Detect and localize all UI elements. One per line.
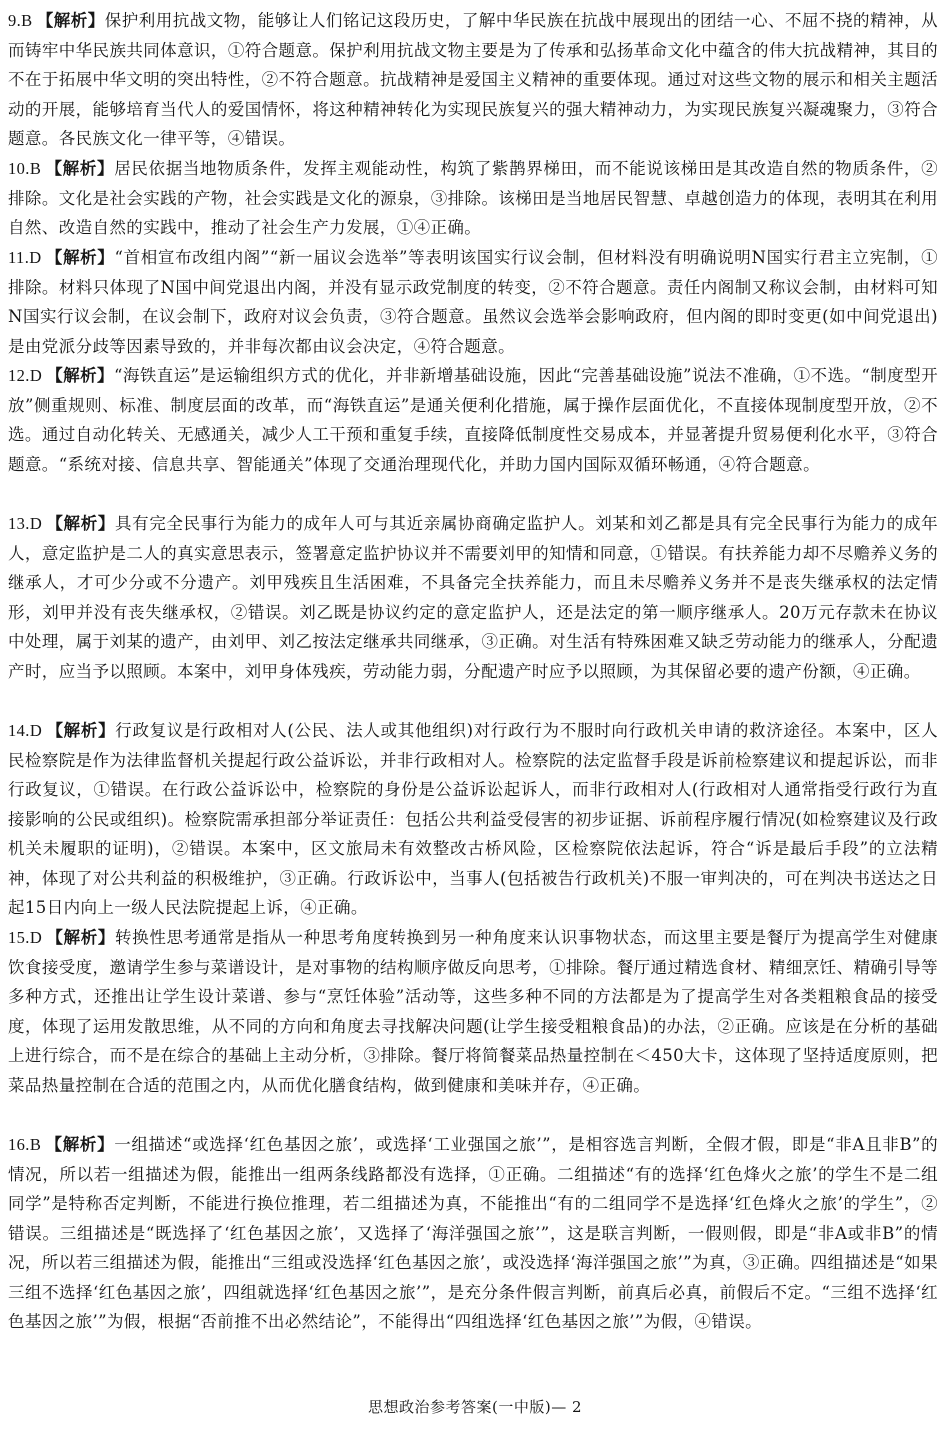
analysis-tag: 【解析】 [46, 514, 116, 533]
page-footer: 思想政治参考答案(一中版)— 2 [367, 1398, 583, 1416]
answer-number: 9.B [8, 11, 33, 30]
answer-number: 16.B [8, 1135, 42, 1154]
answer-text: 居民依据当地物质条件，发挥主观能动性，构筑了紫鹊界梯田，而不能说该梯田是其改造自然的物质条件，②排除。文化是社会实践的产物，社会实践是文化的源泉，③排除。该梯田是当地居民智慧、卓越创造力的体现，表明其在利用自然、改造自然的实践中，推动了社会生产力发展，①④正确。 [8, 159, 938, 237]
answer-item-15 [8, 923, 938, 1130]
answer-text: “首相宣布改组内阁”“新一届议会选举”等表明该国实行议会制，但材料没有明确说明N国实行君主立宪制，①排除。材料只体现了N国中间党退出内阁，并没有显示政党制度的转变，②不符合题意。责任内阁制又称议会制，由材料可知N国实行议会制，在议会制下，政府对议会负责，③符合题意。虽然议会选举会影响政府，但内阁的即时变更(如中间党退出)是由党派分歧等因素导致的，并非每次都由议会决定，④符合题意。 [8, 248, 938, 356]
answer-number: 15.D [8, 928, 43, 947]
analysis-tag: 【解析】 [46, 366, 114, 385]
answer-number: 12.D [8, 366, 43, 385]
answer-item-16 [8, 1130, 938, 1366]
analysis-tag: 【解析】 [45, 248, 115, 267]
answer-item-10 [8, 154, 938, 243]
answer-number: 13.D [8, 514, 43, 533]
answer-item-11 [8, 243, 938, 361]
analysis-tag: 【解析】 [46, 928, 116, 947]
answer-item-14 [8, 716, 938, 923]
answer-item-12 [8, 361, 938, 509]
answer-number: 10.B [8, 159, 42, 178]
answer-text: 转换性思考通常是指从一种思考角度转换到另一种角度来认识事物状态，而这里主要是餐厅为提高学生对健康饮食接受度，邀请学生参与菜谱设计，是对事物的结构顺序做反向思考，①排除。餐厅通过精选食材、精细烹饪、精确引导等多种方式，还推出让学生设计菜谱、参与“烹饪体验”活动等，这些多种不同的方法都是为了提高学生对各类粗粮食品的接受度，体现了运用发散思维，从不同的方向和角度去寻找解决问题(让学生接受粗粮食品)的办法，②正确。应该是在分析的基础上进行综合，而不是在综合的基础上主动分析，③排除。餐厅将简餐菜品热量控制在＜450大卡，这体现了坚持适度原则，把菜品热量控制在合适的范围之内，从而优化膳食结构，做到健康和美味并存，④正确。 [8, 928, 938, 1095]
answer-item-9 [8, 6, 938, 154]
analysis-tag: 【解析】 [45, 1135, 115, 1154]
answer-text: 具有完全民事行为能力的成年人可与其近亲属协商确定监护人。刘某和刘乙都是具有完全民事行为能力的成年人，意定监护是二人的真实意思表示，签署意定监护协议并不需要刘甲的知情和同意，①错误。有扶养能力却不尽赡养义务的继承人，才可少分或不分遗产。刘甲残疾且生活困难，不具备完全扶养能力，而且未尽赡养义务并不是丧失继承权的法定情形，刘甲并没有丧失继承权，②错误。刘乙既是协议约定的意定监护人，还是法定的第一顺序继承人。20万元存款未在协议中处理，属于刘某的遗产，由刘甲、刘乙按法定继承共同继承，③正确。对生活有特殊困难又缺乏劳动能力的继承人，分配遗产时，应当予以照顾。本案中，刘甲身体残疾，劳动能力弱，分配遗产时应予以照顾，为其保留必要的遗产份额，④正确。 [8, 514, 938, 681]
analysis-tag: 【解析】 [45, 159, 115, 178]
answer-text: 一组描述“或选择‘红色基因之旅’，或选择‘工业强国之旅’”，是相容选言判断，全假才假，即是“非A且非B”的情况，所以若一组描述为假，能推出一组两条线路都没有选择，①正确。二组描述“有的选择‘红色烽火之旅’的学生不是二组同学”是特称否定判断，不能进行换位推理，若二组描述为真，不能推出“有的二组同学不是选择‘红色烽火之旅’的学生”，②错误。三组描述是“既选择了‘红色基因之旅’，又选择了‘海洋强国之旅’”，这是联言判断，一假则假，即是“非A或非B”的情况，所以若三组描述为假，能推出“三组或没选择‘红色基因之旅’，或没选择‘海洋强国之旅’”为真，③正确。四组描述是“如果三组不选择‘红色基因之旅’，四组就选择‘红色基因之旅’”，是充分条件假言判断，前真后必真，前假后不定。“三组不选择‘红色基因之旅’”为假，根据“否前推不出必然结论”，不能得出“四组选择‘红色基因之旅’”为假，④错误。 [8, 1135, 938, 1331]
analysis-tag: 【解析】 [36, 11, 105, 30]
answer-number: 11.D [8, 248, 42, 267]
answer-text: “海铁直运”是运输组织方式的优化，并非新增基础设施，因此“完善基础设施”说法不准确，①不选。“制度型开放”侧重规则、标准、制度层面的改革，而“海铁直运”是通关便利化措施，属于操作层面优化，不直接体现制度型开放，②不选。通过自动化转关、无感通关，减少人工干预和重复手续，直接降低制度性交易成本，并显著提升贸易便利化水平，③符合题意。“系统对接、信息共享、智能通关”体现了交通治理现代化，并助力国内国际双循环畅通，④符合题意。 [8, 366, 938, 474]
answer-text: 行政复议是行政相对人(公民、法人或其他组织)对行政行为不服时向行政机关申请的救济途径。本案中，区人民检察院是作为法律监督机关提起行政公益诉讼，并非行政相对人。检察院的法定监督手段是诉前检察建议和提起诉讼，而非行政复议，①错误。在行政公益诉讼中，检察院的身份是公益诉讼起诉人，而非行政相对人(行政相对人通常指受行政行为直接影响的公民或组织)。检察院需承担部分举证责任：包括公共利益受侵害的初步证据、诉前程序履行情况(如检察建议及行政机关未履职的证明)，②错误。本案中，区文旅局未有效整改古桥风险，区检察院依法起诉，符合“诉是最后手段”的立法精神，体现了对公共利益的积极维护，③正确。行政诉讼中，当事人(包括被告行政机关)不服一审判决的，可在判决书送达之日起15日内向上一级人民法院提起上诉，④正确。 [8, 721, 938, 917]
answer-number: 14.D [8, 721, 43, 740]
analysis-tag: 【解析】 [46, 721, 116, 740]
answer-item-13 [8, 509, 938, 716]
answer-text: 保护利用抗战文物，能够让人们铭记这段历史，了解中华民族在抗战中展现出的团结一心、不屈不挠的精神，从而铸牢中华民族共同体意识，①符合题意。保护利用抗战文物主要是为了传承和弘扬革命文化中蕴含的伟大抗战精神，其目的不在于拓展中华文明的突出特性，②不符合题意。抗战精神是爱国主义精神的重要体现。通过对这些文物的展示和相关主题活动的开展，能够培育当代人的爱国情怀，将这种精神转化为实现民族复兴的强大精神动力，为实现民族复兴凝魂聚力，③符合题意。各民族文化一律平等，④错误。 [8, 11, 938, 148]
answer-list [8, 6, 938, 1366]
